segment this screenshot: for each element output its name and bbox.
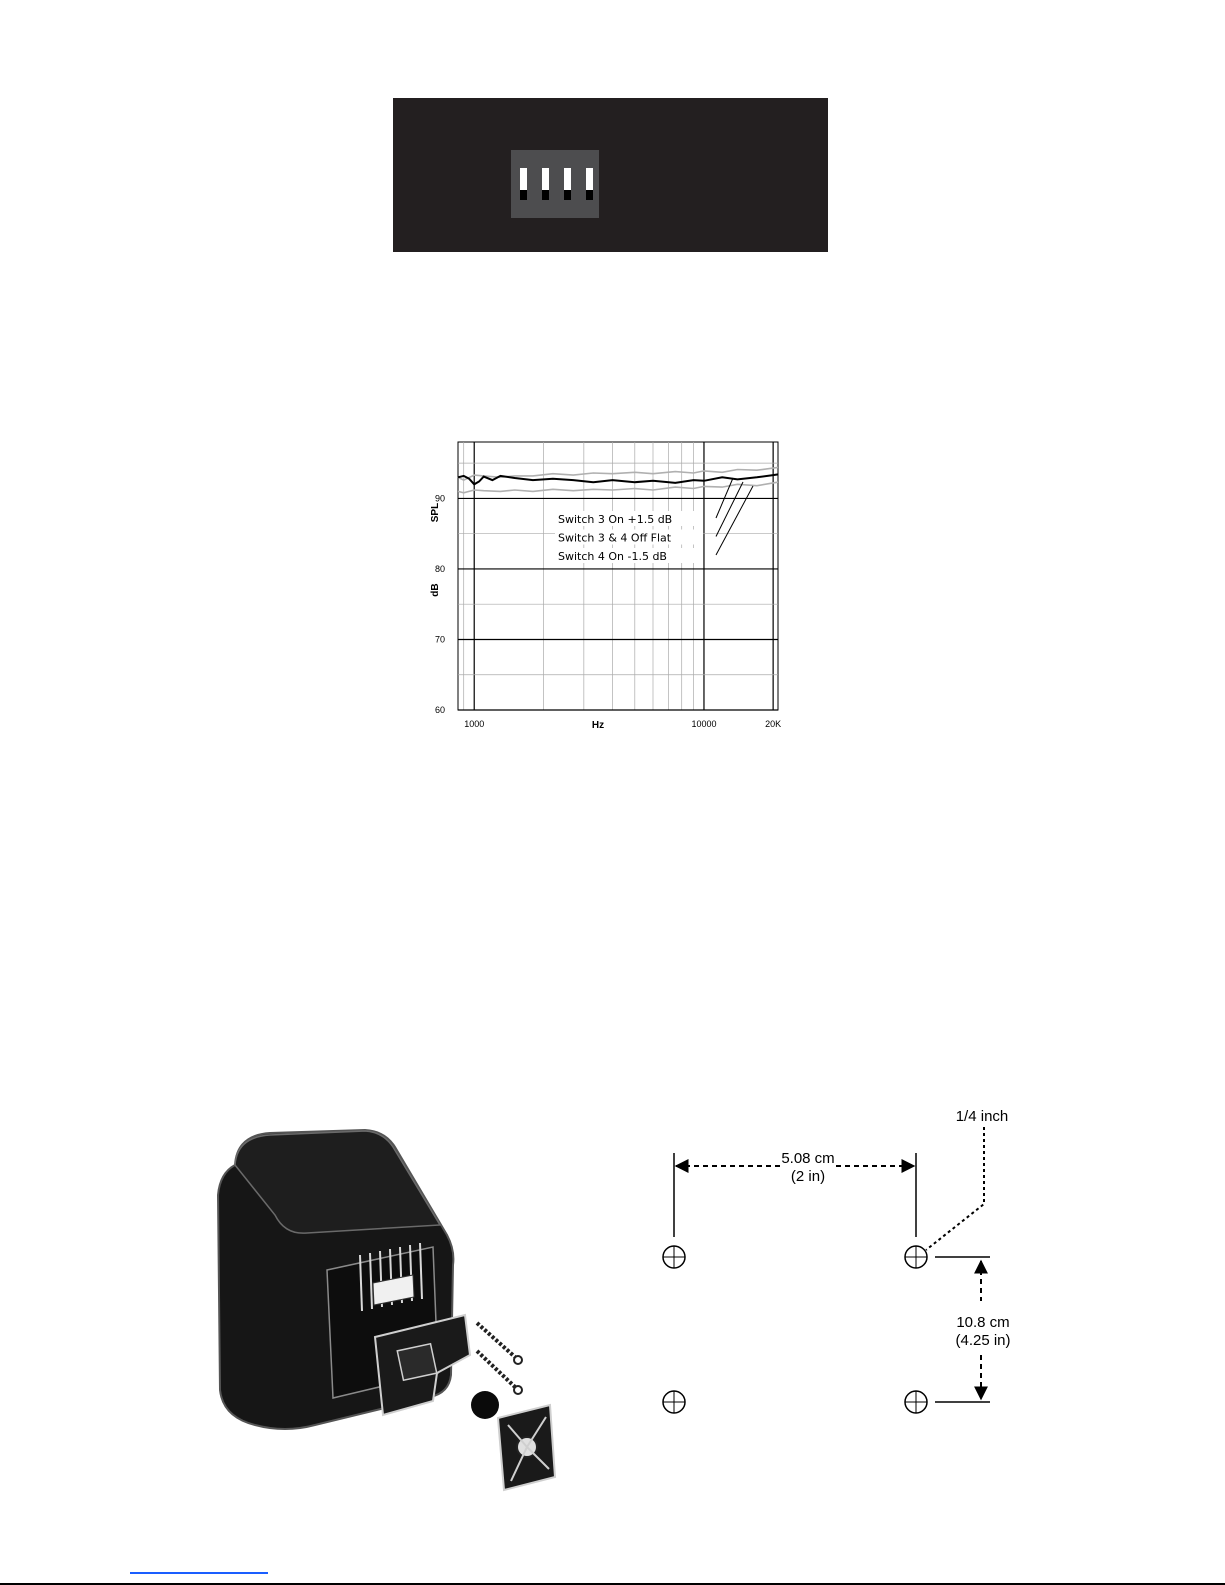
annotation-label: Switch 4 On -1.5 dB — [558, 550, 667, 563]
dip-switch-3[interactable] — [564, 168, 571, 200]
mounting-hole-template — [640, 1105, 1040, 1450]
plot-frame — [458, 442, 778, 710]
vertical-spacing-metric: 10.8 cm — [956, 1314, 1010, 1331]
speaker-bracket-illustration — [215, 1125, 585, 1495]
screw-lower — [477, 1351, 515, 1387]
rubber-washer — [471, 1391, 499, 1419]
y-tick-label: 60 — [434, 705, 445, 715]
chart-series — [458, 467, 778, 492]
horizontal-spacing-metric: 5.08 cm — [781, 1150, 835, 1167]
y-axis-label-db: dB — [430, 583, 441, 597]
y-axis-label-unit: SPL — [430, 502, 441, 523]
annotation-label: Switch 3 On +1.5 dB — [558, 513, 673, 526]
y-tick-label: 70 — [434, 634, 445, 645]
horizontal-spacing-imperial: (2 in) — [790, 1168, 826, 1185]
x-tick-label: 20K — [765, 719, 782, 729]
mounting-hole-bottom-left — [663, 1391, 685, 1413]
x-tick-label: 1000 — [464, 719, 485, 729]
footer-link-underline[interactable] — [130, 1572, 268, 1574]
x-tick-label: 10000 — [691, 719, 717, 729]
dip-switch-block — [511, 150, 599, 218]
x-axis-label: Hz — [591, 720, 605, 731]
series-line-2 — [458, 474, 778, 484]
hole-diameter-label: 1/4 inch — [955, 1108, 1009, 1125]
screw-head-upper — [514, 1356, 522, 1364]
y-tick-label: 80 — [434, 563, 445, 574]
dip-switch-1[interactable] — [520, 168, 527, 200]
dip-switch-4[interactable] — [586, 168, 593, 200]
dip-switch-panel — [393, 98, 828, 252]
chart-grid — [458, 442, 778, 710]
frequency-response-chart — [415, 440, 815, 745]
mounting-hole-bottom-right — [905, 1391, 927, 1413]
screw-head-lower — [514, 1386, 522, 1394]
mounting-hole-top-right — [905, 1246, 927, 1268]
annotation-leader — [716, 486, 753, 555]
vertical-spacing-imperial: (4.25 in) — [955, 1332, 1011, 1349]
hole-diameter-leader — [926, 1127, 984, 1250]
mounting-hole-top-left — [663, 1246, 685, 1268]
bracket-swivel — [397, 1344, 436, 1380]
y-tick-label: 90 — [434, 493, 445, 504]
annotation-label: Switch 3 & 4 Off Flat — [558, 531, 672, 545]
dip-switch-2[interactable] — [542, 168, 549, 200]
screw-upper — [477, 1323, 515, 1357]
